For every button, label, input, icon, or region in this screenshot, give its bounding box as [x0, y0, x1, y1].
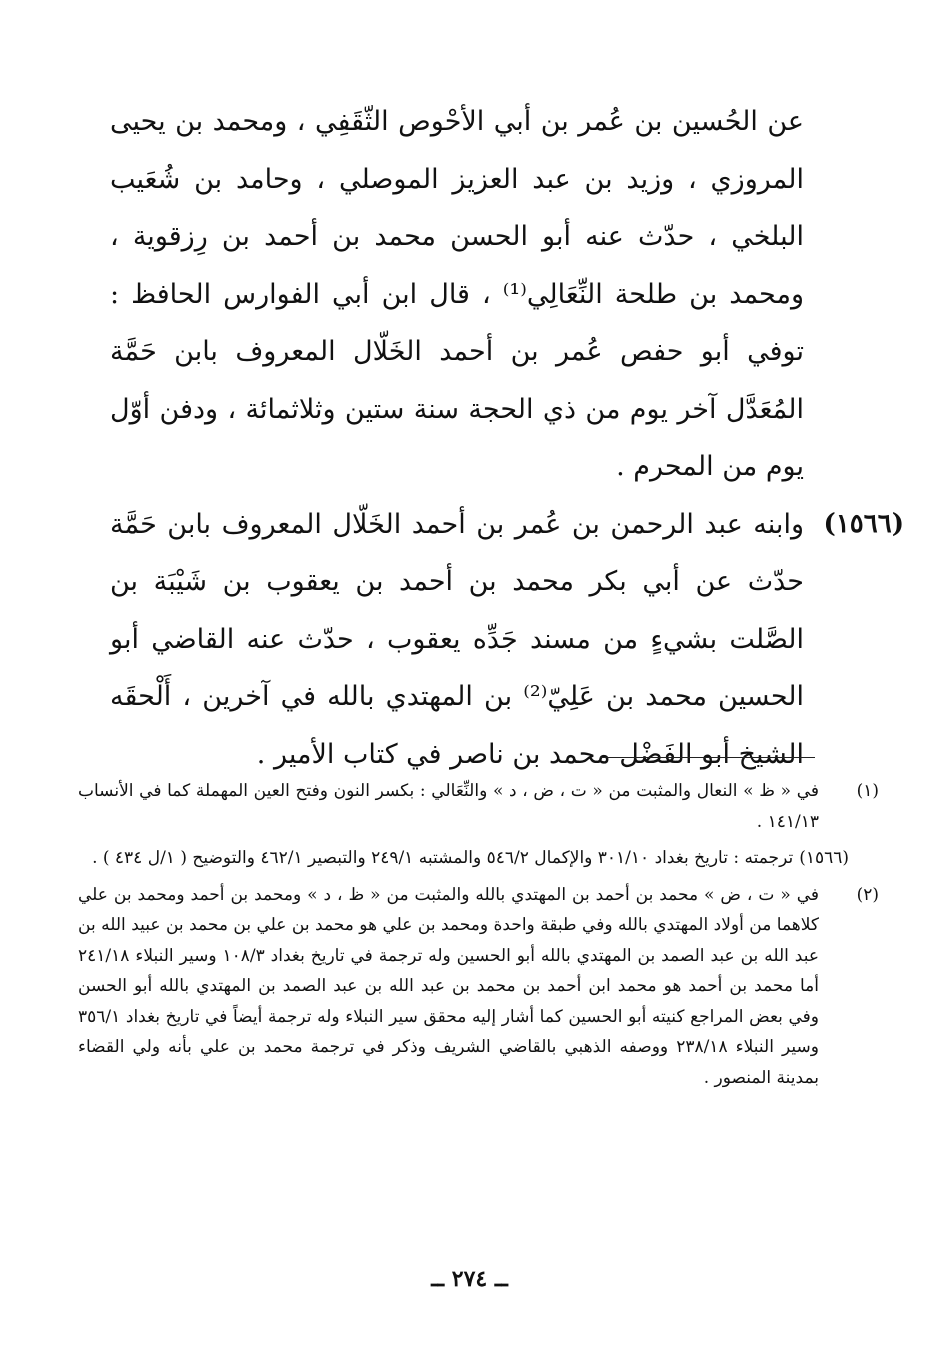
main-text — [110, 93, 904, 783]
footnote-mark: (٢) — [856, 884, 879, 905]
footnote-2 — [78, 880, 879, 1094]
footnote-mark: (١) — [856, 781, 879, 801]
footnotes — [78, 776, 879, 1099]
footnote-text: في « ت ، ض » محمد بن أحمد بن المهتدي بالله والمثبت من « ظ ، د » ومحمد بن أحمد ومحمد بن علي كلاهما من أولاد المهتدي بالله وفي طبقة واحدة ومحمد بن علي هو محمد بن علي بن محمد بن عبيد الله بن عبد الله بن عبد الصمد بن المهتدي بالله أبو الحسين وله ترجمة في تاريخ بغداد ١٠٨/٣ وسير النبلاء ٢٤١/١٨ أما محمد بن أحمد هو محمد ابن أحمد بن محمد بن عبد الله بن عبد الصمد بن المهتدي بالله أبو الحسن وفي بعض المراجع كنيته أبو الحسين كما أشار إليه محقق سير النبلاء وله ترجمة أيضاً في تاريخ بغداد ٣٥٦/١ وسير النبلاء ٢٣٨/١٨ ووصفه الذهبي بالقاضي الشريف وذكر في ترجمة محمد بن علي بأنه ولي القضاء بمدينة المنصور . — [78, 884, 819, 1088]
footnote-text: ترجمته : تاريخ بغداد ٣٠١/١٠ والإكمال ٥٤٦/٢ والمشتبه ٢٤٩/١ والتبصير ٤٦٢/١ والتوضيح ( ١/ل ٤٣٤ ) . — [92, 848, 794, 868]
footnote-separator — [600, 757, 815, 758]
footnote-text: في « ظ » النعال والمثبت من « ت ، ض ، د » والنِّعَالي : بكسر النون وفتح العين المهملة كما في الأنساب ١٤١/١٣ . — [78, 781, 819, 832]
paragraph-continued: عن الحُسين بن عُمر بن أبي الأحْوص الثّقَفِي ، ومحمد بن يحيى المروزي ، وزيد بن عبد العزيز الموصلي ، وحامد بن شُعَيب البلخي ، حدّث عنه أبو الحسن محمد بن أحمد بن رِزقوية ، ومحمد بن طلحة النِّعَالِي⁽¹⁾ ، قال ابن أبي الفوارس الحافظ : توفي أبو حفص عُمر بن أحمد الخَلّال المعروف بابن حَمَّة المُعَدَّل آخر يوم من ذي الحجة سنة ستين وثلاثمائة ، ودفن أوّل يوم من المحرم . — [110, 106, 804, 482]
footnote-mark: (١٥٦٦) — [799, 848, 849, 868]
entry-1566 — [110, 496, 904, 784]
footnote-1 — [78, 776, 879, 837]
page-number: ــ ٢٧٤ ــ — [431, 1266, 508, 1292]
entry-number: (١٥٦٦) — [823, 508, 904, 539]
footnote-entry-1566 — [78, 843, 849, 874]
entry-paragraph: وابنه عبد الرحمن بن عُمر بن أحمد الخَلّال المعروف بابن حَمَّة حدّث عن أبي بكر محمد بن أحمد بن يعقوب بن شَيْبَة بن الصَّلت بشيءٍ من مسند جَدِّه يعقوب ، حدّث عنه القاضي أبو الحسين محمد بن عَلِيّ⁽²⁾ بن المهتدي بالله في آخرين ، أَلْحقَه الشيخ أبو الفَضْل محمد بن ناصر في كتاب الأمير . — [110, 508, 804, 770]
